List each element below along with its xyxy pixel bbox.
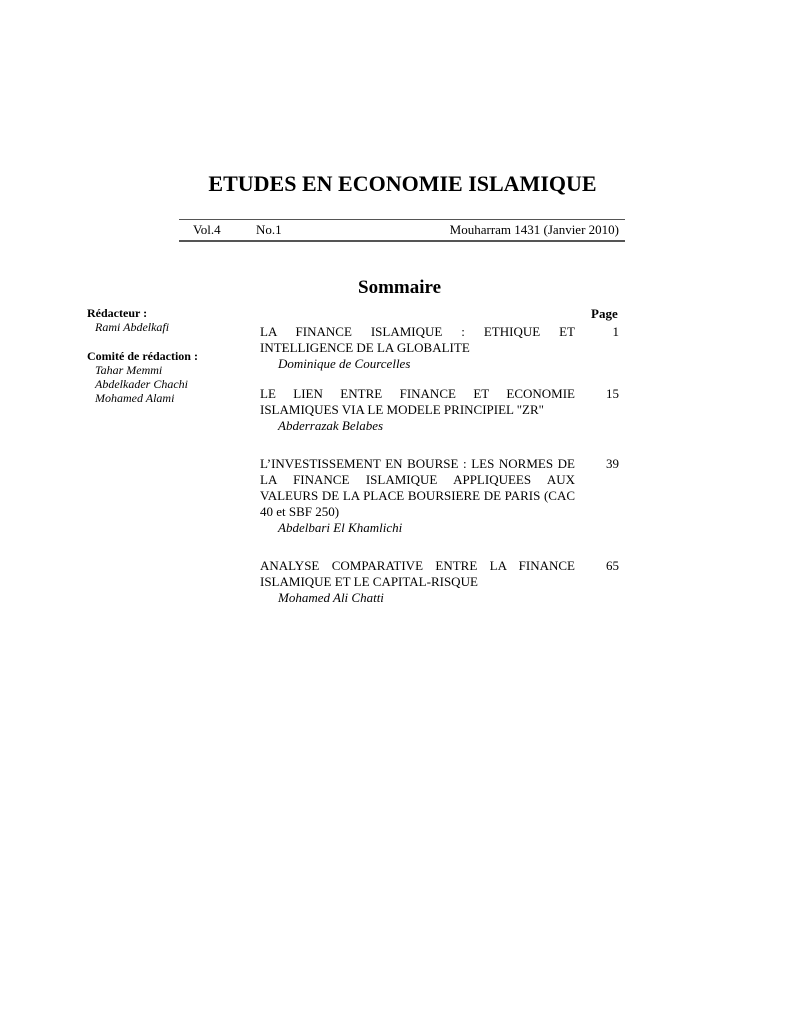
article-author: Dominique de Courcelles: [278, 356, 411, 371]
issue-info-bar: [179, 219, 625, 242]
issue-date: Mouharram 1431 (Janvier 2010): [449, 222, 619, 237]
article-page: 1: [612, 324, 619, 339]
toc-entry: [260, 386, 619, 434]
comite-member: Abdelkader Chachi: [95, 377, 188, 391]
article-title: ANALYSE COMPARATIVE ENTRE LA FINANCE ISLAMIQUE ET LE CAPITAL-RISQUE: [260, 558, 575, 589]
redacteur-name: Rami Abdelkafi: [95, 320, 170, 334]
article-author: Abdelbari El Khamlichi: [278, 520, 403, 535]
sommaire-heading: Sommaire: [358, 277, 442, 298]
comite-label: Comité de rédaction :: [87, 349, 198, 363]
page-column-header: Page: [591, 306, 618, 321]
toc-entry: [260, 324, 619, 372]
article-page: 15: [606, 386, 619, 401]
article-page: 39: [606, 456, 619, 471]
article-title: L’INVESTISSEMENT EN BOURSE : LES NORMES DE LA FINANCE ISLAMIQUE APPLIQUEES AUX VALEURS DE LA PLACE BOURSIERE DE PARIS (CAC 40 et SBF 250): [260, 456, 575, 519]
article-author: Mohamed Ali Chatti: [278, 590, 384, 605]
comite-member: Mohamed Alami: [95, 391, 175, 405]
issue-number: No.1: [256, 222, 282, 237]
volume-label: Vol.4: [193, 222, 221, 237]
redacteur-label: Rédacteur :: [87, 306, 148, 320]
toc-entry: [260, 558, 619, 606]
article-page: 65: [606, 558, 619, 573]
article-author: Abderrazak Belabes: [278, 418, 384, 433]
article-title: LE LIEN ENTRE FINANCE ET ECONOMIE ISLAMIQUES VIA LE MODELE PRINCIPIEL "ZR": [260, 386, 575, 417]
editorial-board: [87, 306, 247, 405]
article-title: LA FINANCE ISLAMIQUE : ETHIQUE ET INTELLIGENCE DE LA GLOBALITE: [260, 324, 575, 355]
journal-title: ETUDES EN ECONOMIE ISLAMIQUE: [208, 171, 597, 196]
toc-entry: [260, 456, 619, 536]
comite-member: Tahar Memmi: [95, 363, 163, 377]
